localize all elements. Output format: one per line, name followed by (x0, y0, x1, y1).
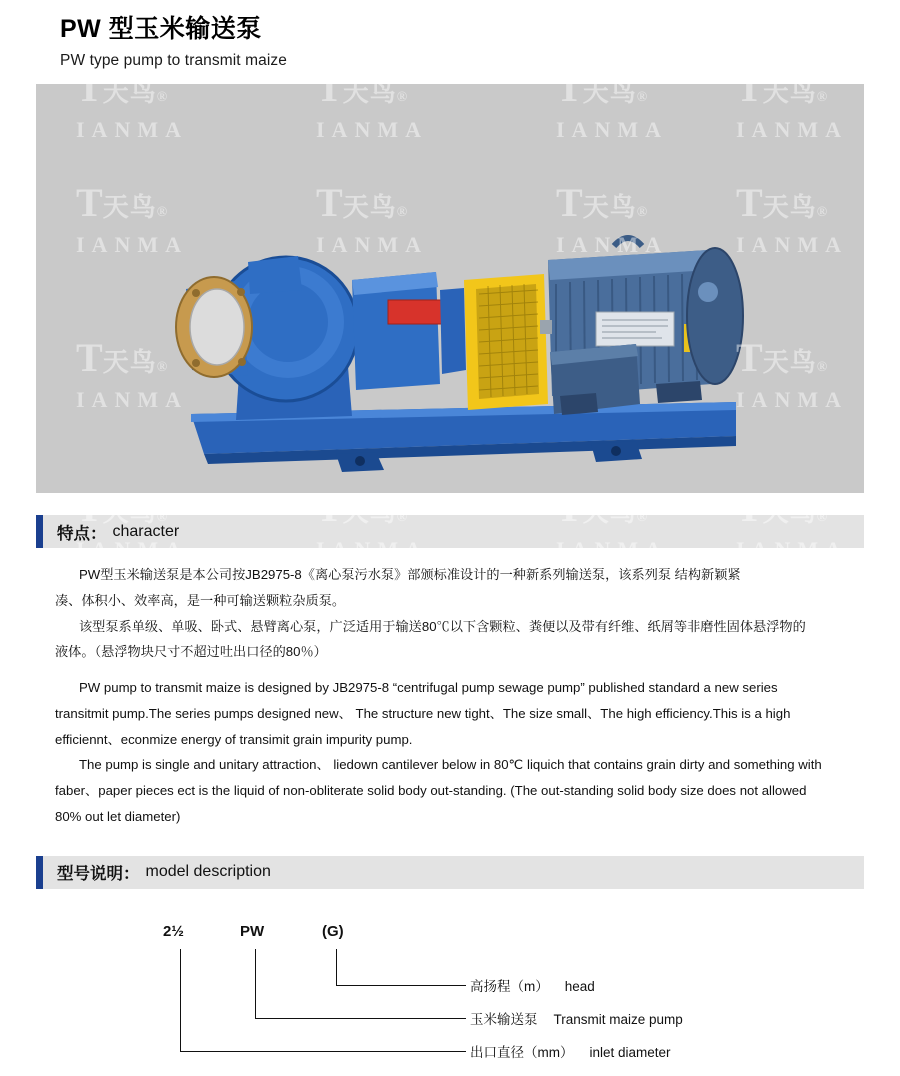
model-label-head-en: head (564, 978, 595, 994)
section-header-character (36, 515, 864, 548)
paragraph-cn-2b: 液体。（悬浮物块尺寸不超过吐出口径的80％） (55, 644, 327, 660)
paragraph-cn-1b: 凑、体积小、效率高，是一种可输送颗粒杂质泵。 (55, 592, 346, 608)
paragraph-en-1a: PW pump to transmit maize is designed by JB2975-8 “centrifugal pump sewage pump” published standard a new series (79, 680, 778, 696)
leader-line-vertical-pump (255, 949, 256, 1018)
leader-line-horizontal-head (336, 985, 466, 986)
leader-line-horizontal-diameter (180, 1051, 466, 1052)
paragraph-en-2b: faber、paper pieces ect is the liquid of non-obliterate solid body out-standing. (The out-standing solid body size does not allowed (55, 783, 807, 799)
model-label-pump (470, 1008, 683, 1028)
paragraph-en-1c: efficiennt、econmize energy of transimit grain impurity pump. (55, 731, 413, 747)
model-code-option: (G) (322, 922, 344, 940)
watermark-overlay: T天鸟® IANMA T天鸟® IANMA T天鸟® IANMA T天鸟® IANMA T天鸟® IANMA T天鸟® IANMA T天鸟® IANMA T天鸟® IANMA T天鸟® IANMA T天鸟® IANMA T天鸟® IANMA T天鸟® IANMA T天鸟® IANMA T天鸟® IANMA (76, 65, 848, 563)
section-title-en-model: model description (145, 863, 271, 881)
page-subtitle: PW type pump to transmit maize (60, 52, 287, 70)
paragraph-en-1b: transitmit pump.The series pumps designed new、 The structure new tight、The size small、The high efficiency.This is a high (55, 705, 791, 721)
model-label-diameter (470, 1041, 671, 1061)
model-code-diagram (0, 913, 900, 1058)
paragraph-cn-2a: 该型泵系单级、单吸、卧式、悬臂离心泵，广泛适用于输送80℃以下含颗粒、粪便以及带有纤维、纸屑等非磨性固体悬浮物的 (79, 618, 806, 634)
paragraph-cn-1a: PW型玉米输送泵是本公司按JB2975-8《离心泵污水泵》部颁标准设计的一种新系列输送泵，该系列泵 结构新颖紧 (79, 567, 741, 583)
model-label-head-cn: 高扬程（m） (470, 978, 549, 994)
character-body (55, 562, 845, 829)
page-header (0, 0, 900, 70)
section-title-cn-model: 型号说明： (57, 865, 140, 884)
page-title: PW 型玉米输送泵 (60, 15, 262, 43)
leader-line-vertical-diameter (180, 949, 181, 1051)
leader-line-horizontal-pump (255, 1018, 466, 1019)
paragraph-en-2a: The pump is single and unitary attraction、 liedown cantilever below in 80℃ liquich that contains grain dirty and something with (79, 757, 822, 773)
section-header-model (36, 856, 864, 889)
leader-line-vertical-head (336, 949, 337, 985)
model-code-series: PW (240, 922, 265, 940)
model-label-diameter-en: inlet diameter (589, 1044, 671, 1060)
paragraph-en-2c: 80% out let diameter) (55, 808, 181, 824)
section-title-cn: 特点： (57, 524, 107, 543)
model-label-pump-en: Transmit maize pump (553, 1011, 683, 1027)
model-label-pump-cn: 玉米输送泵 (470, 1011, 538, 1027)
model-code-size: 2½ (163, 922, 184, 940)
model-label-diameter-cn: 出口直径（mm） (470, 1044, 574, 1060)
model-label-head (470, 975, 595, 995)
section-title-en: character (112, 522, 180, 540)
